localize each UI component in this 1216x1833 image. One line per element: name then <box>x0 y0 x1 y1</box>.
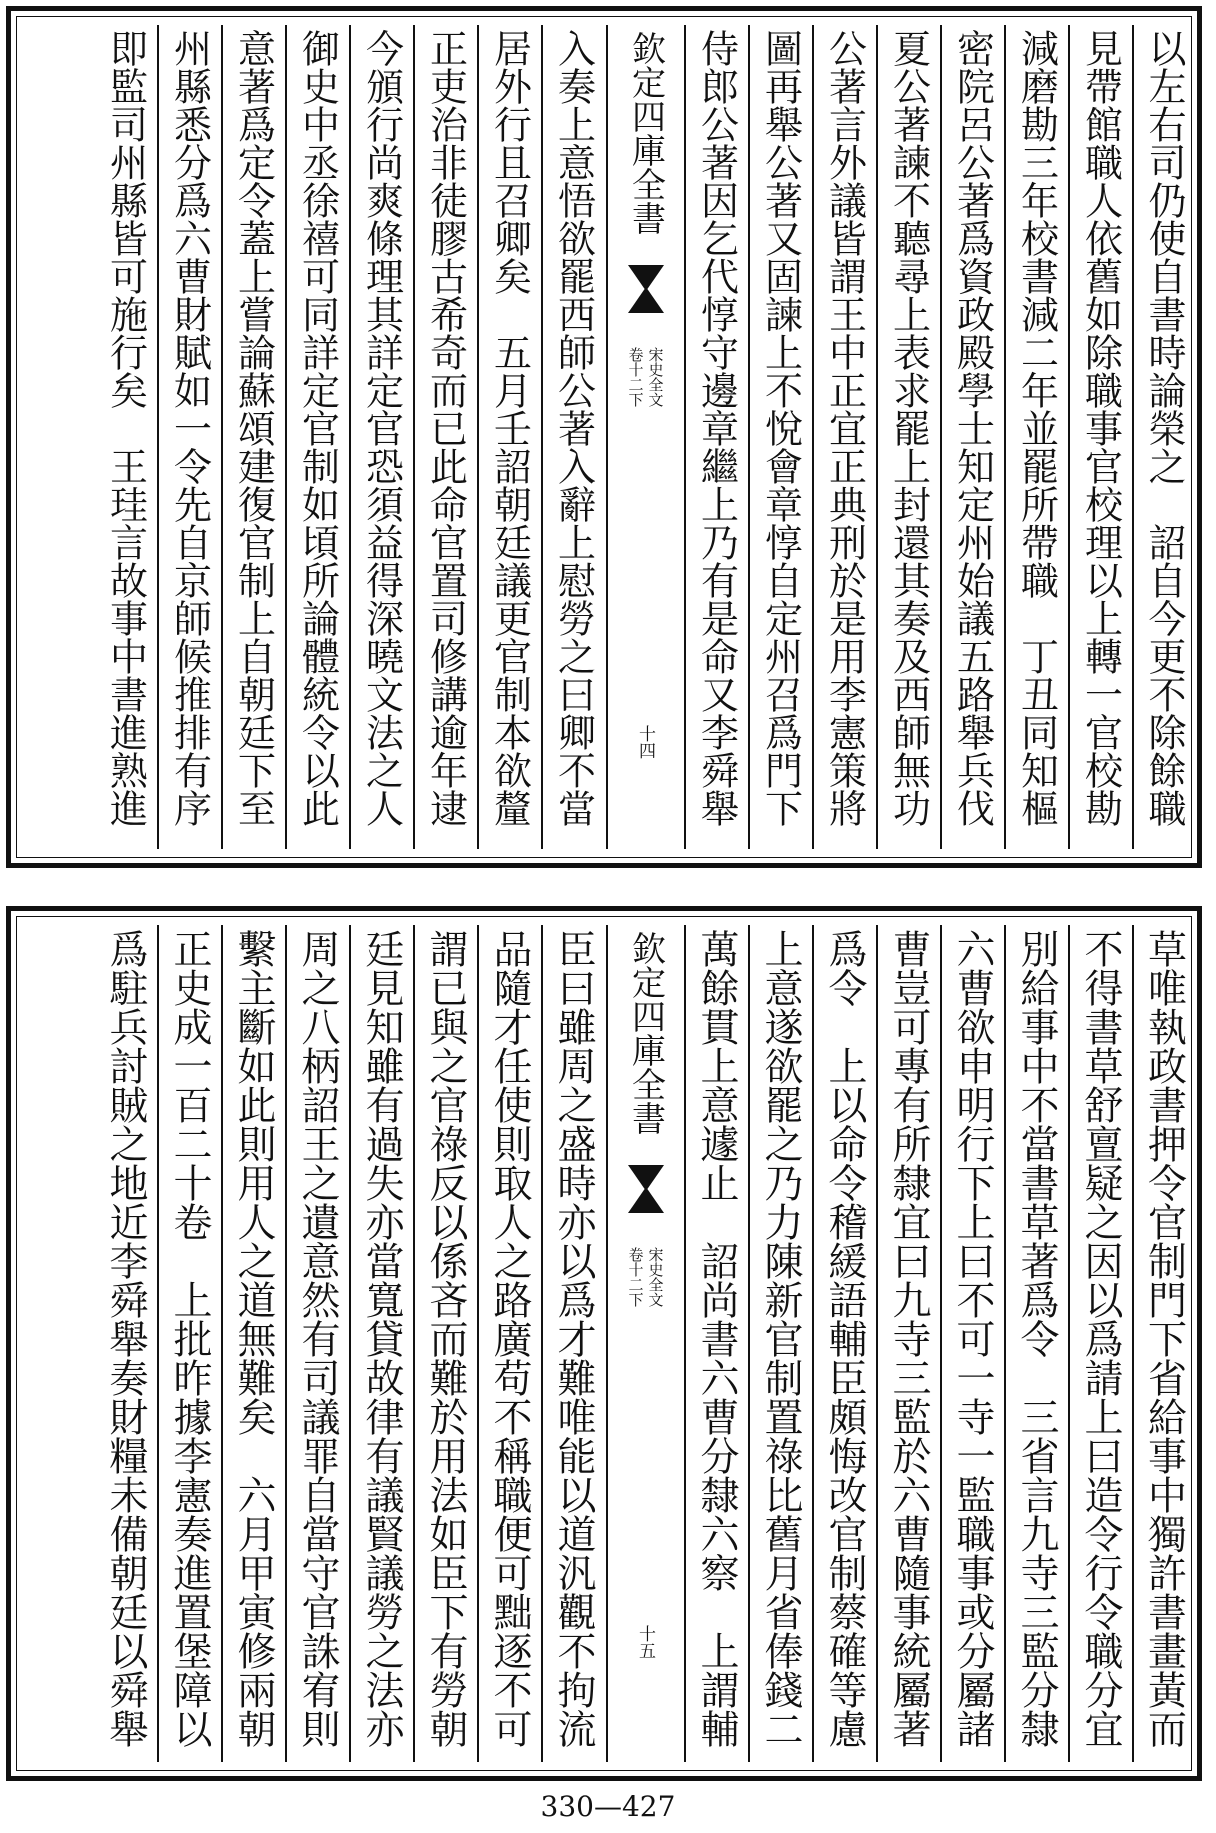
book-name: 宋史全文 <box>646 347 665 407</box>
column-rule <box>812 925 814 1762</box>
column-rule <box>413 925 415 1762</box>
text-column <box>94 925 157 1762</box>
text-column <box>286 925 349 1762</box>
text-column <box>414 25 477 849</box>
column-rule <box>876 25 878 849</box>
text-column <box>1005 925 1068 1762</box>
column-text: 曹豈可專有所隸宜曰九寺三監於六曹隨事統屬著 <box>886 929 931 1748</box>
text-column <box>286 25 349 849</box>
book-name: 宋史全文 <box>646 1247 665 1307</box>
column-rule <box>285 25 287 849</box>
column-text: 入奏上意悟欲罷西師公著入辭上慰勞之曰卿不當 <box>551 29 596 827</box>
text-column <box>222 25 285 849</box>
text-column <box>94 25 157 849</box>
column-rule <box>541 25 543 849</box>
column-text: 意著爲定令蓋上嘗論蘇頌建復官制上自朝廷下至 <box>231 29 276 827</box>
volume-label: 卷十二下 <box>626 347 645 407</box>
text-column <box>350 925 413 1762</box>
column-text: 正史成一百二十卷 上批昨據李憲奏進置堡障以 <box>167 929 212 1748</box>
column-text: 密院呂公著爲資政殿學士知定州始議五路舉兵伐 <box>950 29 995 827</box>
book-title: 欽定四庫全書 <box>625 31 666 235</box>
column-rule <box>812 25 814 849</box>
column-text: 爲駐兵討賊之地近李舜舉奏財糧未備朝廷以舜舉 <box>103 929 148 1748</box>
column-text: 夏公著諫不聽尋上表求罷上封還其奏及西師無功 <box>886 29 931 827</box>
column-text: 侍郎公著因乞代惇守邊章繼上乃有是命又李舜舉 <box>694 29 739 827</box>
column-rule <box>1068 25 1070 849</box>
column-rule <box>157 925 159 1762</box>
column-text: 別給事中不當書草著爲令 三省言九寺三監分隸 <box>1014 929 1059 1748</box>
volume-label: 卷十二下 <box>626 1247 645 1307</box>
column-rule <box>748 925 750 1762</box>
text-column <box>542 925 605 1762</box>
column-text: 謂已與之官祿反以係吝而難於用法如臣下有勞朝 <box>423 929 468 1748</box>
column-rule <box>606 925 608 1762</box>
column-text: 六曹欲申明行下上曰不可一寺一監職事或分屬諸 <box>950 929 995 1748</box>
fish-tail-mark-icon <box>628 1187 664 1213</box>
text-column <box>813 925 876 1762</box>
column-rule <box>940 925 942 1762</box>
column-rule <box>541 925 543 1762</box>
text-columns-bottom <box>21 925 1187 1762</box>
center-fold <box>607 925 684 1762</box>
text-column <box>158 25 221 849</box>
text-column <box>542 25 605 849</box>
folio-number: 十五 <box>635 1625 655 1659</box>
text-column <box>158 925 221 1762</box>
column-rule <box>684 25 686 849</box>
column-rule <box>876 925 878 1762</box>
column-rule <box>606 25 608 849</box>
column-rule <box>349 925 351 1762</box>
center-fold <box>607 25 684 849</box>
column-rule <box>221 925 223 1762</box>
column-rule <box>349 25 351 849</box>
text-column <box>685 925 748 1762</box>
column-text: 上意遂欲罷之乃力陳新官制置祿比舊月省俸錢二 <box>758 929 803 1748</box>
column-text: 不得書草舒亶疑之因以爲請上曰造令行令職分宜 <box>1078 929 1123 1748</box>
book-title: 欽定四庫全書 <box>625 931 666 1135</box>
text-column <box>1133 25 1195 849</box>
column-text: 草唯執政書押令官制門下省給事中獨許書畫黃而 <box>1141 929 1187 1748</box>
column-rule <box>1132 925 1134 1762</box>
column-text: 即監司州縣皆可施行矣 王珪言故事中書進熟進 <box>103 29 148 827</box>
text-column <box>414 925 477 1762</box>
column-text: 以左右司仍使自書時論榮之 詔自今更不除餘職 <box>1142 29 1186 827</box>
column-text: 萬餘貫上意遽止 詔尚書六曹分隸六察 上謂輔 <box>694 929 739 1748</box>
column-text: 臣曰雖周之盛時亦以爲才難唯能以道汎觀不拘流 <box>551 929 596 1748</box>
column-text: 今頒行尚爽條理其詳定官恐須益得深曉文法之人 <box>359 29 404 827</box>
column-rule <box>285 925 287 1762</box>
column-text: 周之八柄詔王之遺意然有司議罪自當守官誅宥則 <box>295 929 340 1748</box>
column-rule <box>748 25 750 849</box>
text-column <box>1133 925 1195 1762</box>
column-rule <box>477 25 479 849</box>
page-number: 330—427 <box>540 1790 676 1823</box>
column-text: 繫主斷如此則用人之道無難矣 六月甲寅修兩朝 <box>231 929 276 1748</box>
text-column <box>685 25 748 849</box>
page-panel-top <box>6 6 1202 868</box>
text-column <box>222 925 285 1762</box>
text-column <box>1069 25 1132 849</box>
text-column <box>941 25 1004 849</box>
column-rule <box>1004 925 1006 1762</box>
column-text: 品隨才任使則取人之路廣苟不稱職便可黜逐不可 <box>487 929 532 1748</box>
column-rule <box>413 25 415 849</box>
text-column <box>749 925 812 1762</box>
column-text: 見帶館職人依舊如除職事官校理以上轉一官校勘 <box>1078 29 1123 827</box>
text-column <box>478 25 541 849</box>
column-text: 御史中丞徐禧可同詳定官制如頃所論體統令以此 <box>295 29 340 827</box>
column-text: 減磨勘三年校書減二年並罷所帶職 丁丑同知樞 <box>1014 29 1059 827</box>
text-columns-top <box>21 25 1187 849</box>
text-column <box>1069 925 1132 1762</box>
text-column <box>877 925 940 1762</box>
column-rule <box>157 25 159 849</box>
column-rule <box>940 25 942 849</box>
column-text: 圖再舉公著又固諫上不悅會章惇自定州召爲門下 <box>758 29 803 827</box>
column-rule <box>221 25 223 849</box>
column-rule <box>1004 25 1006 849</box>
column-text: 廷見知雖有過失亦當寬貸故律有議賢議勞之法亦 <box>359 929 404 1748</box>
page-panel-bottom <box>6 906 1202 1781</box>
text-column <box>478 925 541 1762</box>
column-text: 居外行且召卿矣 五月壬詔朝廷議更官制本欲釐 <box>487 29 532 827</box>
column-rule <box>684 925 686 1762</box>
column-text: 正吏治非徒膠古希奇而已此命官置司修講逾年逮 <box>423 29 468 827</box>
column-text: 州縣悉分爲六曹財賦如一令先自京師候推排有序 <box>167 29 212 827</box>
text-column <box>877 25 940 849</box>
text-column <box>813 25 876 849</box>
fish-tail-mark-icon <box>628 287 664 313</box>
column-rule <box>477 925 479 1762</box>
text-column <box>1005 25 1068 849</box>
column-text: 爲令 上以命令稽緩語輔臣頗悔改官制蔡確等慮 <box>822 929 867 1748</box>
folio-number: 十四 <box>635 725 655 759</box>
column-rule <box>1068 925 1070 1762</box>
text-column <box>941 925 1004 1762</box>
column-text: 公著言外議皆謂王中正宜正典刑於是用李憲策將 <box>822 29 867 827</box>
text-column <box>350 25 413 849</box>
column-rule <box>1132 25 1134 849</box>
text-column <box>749 25 812 849</box>
